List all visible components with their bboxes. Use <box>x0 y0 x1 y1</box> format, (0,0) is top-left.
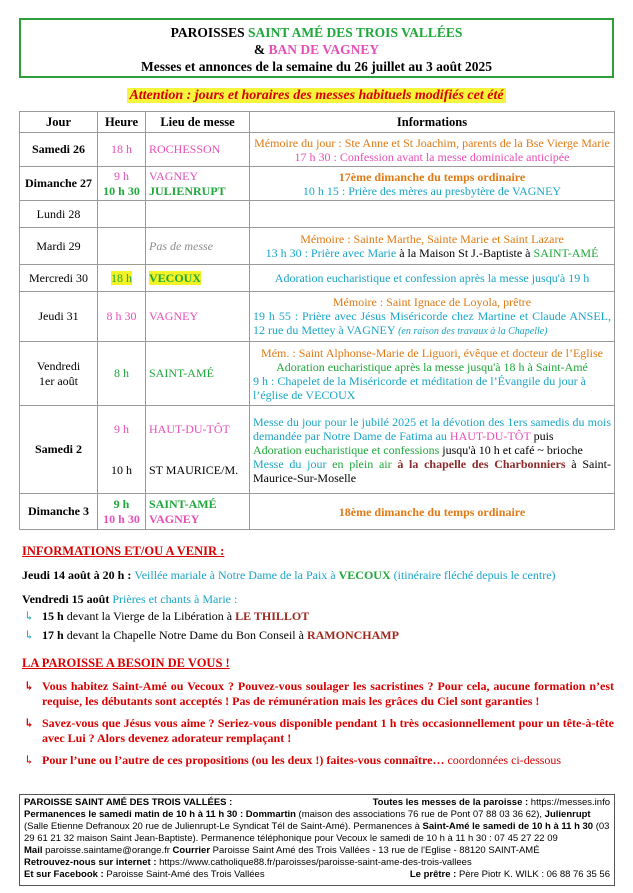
info-cell <box>250 133 615 167</box>
table-row <box>20 292 615 342</box>
attention-banner <box>0 86 633 104</box>
besoin-section <box>22 656 614 768</box>
mass-schedule-table <box>19 111 615 530</box>
day-cell: Lundi 28 <box>20 201 98 228</box>
place-cell: Pas de messe <box>146 228 250 265</box>
info-part: 19 h 55 : Prière avec Jésus Miséricorde chez Martine et Claude ANSEL, 12 rue du Mettey à VAGNEY <box>253 308 611 337</box>
hour-cell <box>98 265 146 292</box>
header-title <box>21 24 612 41</box>
table-row <box>20 201 615 228</box>
info-date: Jeudi 14 août à 20 h : <box>22 568 135 582</box>
item-place: RAMONCHAMP <box>306 628 399 642</box>
place-cell: SAINT-AMÉ <box>146 342 250 406</box>
header-subtitle <box>21 41 612 58</box>
list-item <box>22 716 614 746</box>
table-row <box>20 167 615 201</box>
place-line: VAGNEY <box>149 168 199 183</box>
item-time: 15 h <box>42 609 64 623</box>
arrow-icon: ↳ <box>24 609 35 623</box>
header-prefix: PAROISSES <box>170 25 249 40</box>
info-cell <box>250 292 615 342</box>
info-part: à la Maison St J.-Baptiste à <box>399 246 534 260</box>
footer-line <box>24 857 610 869</box>
list-item <box>22 609 614 624</box>
header-lieu: Lieu de messe <box>146 112 250 133</box>
sunday-text: dimanche du temps ordinaire <box>371 504 526 519</box>
place-line: SAINT-AMÉ <box>149 496 217 511</box>
footer-label: Et sur Facebook : <box>24 869 107 880</box>
info-paragraph <box>22 568 614 583</box>
footer-label: Permanences le samedi matin de 10 h à 11 h 30 : Dommartin <box>24 809 296 820</box>
parish-name: SAINT AMÉ DES TROIS VALLÉES <box>248 25 463 40</box>
hour-line: 10 h 30 <box>103 511 140 526</box>
info-date: Vendredi 15 août <box>22 592 113 606</box>
footer-line <box>24 809 610 821</box>
place-cell: VAGNEY <box>146 292 250 342</box>
infos-title: INFORMATIONS ET/OU A VENIR : <box>22 544 225 558</box>
footer-line <box>24 821 610 833</box>
hour-line: 10 h <box>111 462 132 477</box>
header-week: Messes et annonces de la semaine du 26 juillet au 3 août 2025 <box>141 59 492 74</box>
header-jour: Jour <box>20 112 98 133</box>
hour-cell <box>98 494 146 530</box>
hour-cell <box>98 406 146 494</box>
info-line: Mémoire du jour : Ste Anne et St Joachim, parents de la Bse Vierge Marie <box>254 135 610 150</box>
info-part: puis <box>530 428 554 443</box>
ampersand: & <box>253 42 269 57</box>
info-part: à la chapelle des Charbonniers <box>397 456 566 471</box>
hour-line: 10 h 30 <box>103 183 140 198</box>
day-cell: Mercredi 30 <box>20 265 98 292</box>
info-part: Adoration eucharistique et confessions <box>253 442 443 457</box>
list-item <box>22 753 614 768</box>
hour-cell <box>98 228 146 265</box>
info-cell <box>250 342 615 406</box>
item-text: Pour l’une ou l’autre de ces propositions (ou les deux !) faites-vous connaître… <box>42 753 445 767</box>
table-row <box>20 494 615 530</box>
footer-label: Toutes les messes de la paroisse : <box>372 797 531 808</box>
info-text: Veillée mariale à Notre Dame de la Paix à <box>134 568 339 582</box>
info-cell <box>250 406 615 494</box>
place-cell <box>146 265 250 292</box>
info-line <box>253 415 611 443</box>
info-cell <box>250 494 615 530</box>
place-cell <box>146 201 250 228</box>
hour-highlight: 18 h <box>111 270 132 285</box>
info-part: 13 h 30 : Prière avec Marie <box>265 246 400 260</box>
info-part: Messe du jour <box>253 456 333 471</box>
day-line: Vendredi <box>36 358 81 373</box>
info-line <box>253 309 611 339</box>
footer-line: 29 61 21 32 maison Saint Jean-Baptiste). Permanence téléphonique pour Vecoux le samedi de 10 h à 11 h 30 : 07 45 27 22 09 <box>24 833 558 844</box>
table-row <box>20 133 615 167</box>
info-line <box>253 457 611 485</box>
item-time: 17 h <box>42 628 64 642</box>
info-line <box>253 170 611 184</box>
place-line: VAGNEY <box>149 511 200 526</box>
footer-priest <box>410 869 610 881</box>
table-row <box>20 265 615 292</box>
footer-parish: PAROISSE SAINT AMÉ DES TROIS VALLÉES : <box>24 797 233 808</box>
place-cell <box>146 494 250 530</box>
table-header-row <box>20 112 615 133</box>
info-part: SAINT-AMÉ <box>533 246 599 260</box>
attention-text: Attention : jours et horaires des messes habituels modifiés cet été <box>129 88 504 103</box>
info-part: en plein air <box>332 456 398 471</box>
place-line: ST MAURICE/M. <box>149 462 239 477</box>
info-paragraph <box>22 592 614 607</box>
table-row <box>20 342 615 406</box>
header-informations: Informations <box>250 112 615 133</box>
header-box <box>19 18 614 78</box>
besoin-title: LA PAROISSE A BESOIN DE VOUS ! <box>22 656 230 670</box>
list-item <box>22 679 614 709</box>
info-cell <box>250 167 615 201</box>
footer-text: Paroisse Saint Amé des Trois Vallées - 13 rue de l'Eglise - 88120 SAINT-AMÉ <box>210 845 540 856</box>
info-line: 10 h 15 : Prière des mères au presbytère de VAGNEY <box>302 183 562 198</box>
footer-line <box>24 845 610 857</box>
messes-link[interactable]: https://messes.info <box>530 797 610 808</box>
day-line: 1er août <box>39 373 78 388</box>
day-cell: Jeudi 31 <box>20 292 98 342</box>
hour-cell <box>98 201 146 228</box>
info-line: 9 h : Chapelet de la Miséricorde et méditation de l’Évangile du jour à l’église de VECOUX <box>253 373 586 402</box>
table-row <box>20 406 615 494</box>
item-text: Savez-vous que Jésus vous aime ? Seriez-vous disponible pendant 1 h très occasionnellement pour un tête-à-tête avec Lui ? Alors devenez adorateur remplaçant ! <box>42 716 614 745</box>
info-part: Messe du jour pour le jubilé 2025 et la dévotion des 1ers samedis du mois demandée par Notre Dame de Fatima au <box>253 414 611 443</box>
item-text: devant la Chapelle Notre Dame du Bon Conseil à <box>63 628 307 642</box>
hour-line: 9 h <box>114 168 129 183</box>
info-cell <box>250 201 615 228</box>
info-line: Mémoire : Sainte Marthe, Sainte Marie et Saint Lazare <box>300 232 564 246</box>
sunday-number: 18ème <box>338 504 372 519</box>
info-line: Mémoire : Saint Ignace de Loyola, prêtre <box>332 294 532 309</box>
info-note: (en raison des travaux à la Chapelle) <box>398 325 548 337</box>
hour-line: 9 h <box>114 421 129 436</box>
place-cell: ROCHESSON <box>146 133 250 167</box>
contact-footer <box>19 794 615 886</box>
facebook-link[interactable]: Paroisse Saint-Amé des Trois Vallées <box>106 869 265 880</box>
website-link[interactable]: https://www.catholique88.fr/paroisses/paroisse-saint-ame-des-trois-vallees <box>159 857 472 868</box>
footer-label: Le prêtre : <box>409 869 459 880</box>
footer-label: Saint-Amé le samedi de 10 h à 11 h 30 <box>422 821 594 832</box>
info-line: Adoration eucharistique après la messe jusqu'à 18 h à Saint-Amé <box>276 359 588 374</box>
footer-line <box>24 797 610 809</box>
table-row <box>20 228 615 265</box>
header-heure: Heure <box>98 112 146 133</box>
day-cell: Mardi 29 <box>20 228 98 265</box>
info-part: à Saint-Maurice-Sur-Moselle <box>253 456 611 485</box>
place-cell <box>146 406 250 494</box>
sunday-text: dimanche du temps ordinaire <box>371 169 526 184</box>
info-list <box>22 609 614 643</box>
hour-cell: 8 h 30 <box>98 292 146 342</box>
hour-cell: 8 h <box>98 342 146 406</box>
footer-label: Retrouvez-nous sur internet : <box>24 857 160 868</box>
info-cell <box>250 228 615 265</box>
footer-facebook <box>24 869 265 881</box>
info-line <box>253 246 611 260</box>
hour-line: 9 h <box>113 496 130 511</box>
sunday-number: 17ème <box>338 169 372 184</box>
footer-label: Courrier <box>172 845 211 856</box>
day-cell <box>20 342 98 406</box>
day-cell: Dimanche 27 <box>20 167 98 201</box>
infos-section <box>22 544 614 643</box>
hour-cell: 18 h <box>98 133 146 167</box>
footer-text: (03 <box>593 821 610 832</box>
list-item <box>22 628 614 643</box>
footer-text: (maison des associations 76 rue de Pont 07 88 03 36 62), <box>295 809 545 820</box>
info-note: (itinéraire fléché depuis le centre) <box>390 568 556 582</box>
place-line: HAUT-DU-TÔT <box>149 421 230 436</box>
info-place: VECOUX <box>338 568 391 582</box>
info-part: jusqu'à 10 h et café ~ brioche <box>442 442 583 457</box>
day-cell: Dimanche 3 <box>20 494 98 530</box>
item-note: coordonnées ci-dessous <box>444 753 562 767</box>
day-cell: Samedi 2 <box>20 406 98 494</box>
day-cell: Samedi 26 <box>20 133 98 167</box>
place-cell <box>146 167 250 201</box>
arrow-icon: ↳ <box>24 716 35 730</box>
footer-messes <box>373 797 610 809</box>
footer-text: (Salle Etienne Defranoux 20 rue de Julienrupt-Le Syndicat Tél de Saint-Amé). Permanences à <box>24 821 423 832</box>
priest-contact: Père Piotr K. WILK : 06 88 76 35 56 <box>458 869 610 880</box>
besoin-list <box>22 679 614 768</box>
hour-cell <box>98 167 146 201</box>
footer-label: Mail <box>24 845 43 856</box>
info-line: Mém. : Saint Alphonse-Marie de Liguori, évêque et docteur de l’Eglise <box>261 345 603 360</box>
info-line: 17 h 30 : Confession avant la messe dominicale anticipée <box>294 149 570 164</box>
footer-line <box>24 869 610 881</box>
info-part: HAUT-DU-TÔT <box>449 428 531 443</box>
info-text: Prières et chants à Marie : <box>112 592 238 606</box>
item-text: Vous habitez Saint-Amé ou Vecoux ? Pouvez-vous soulager les sacristines ? Pour cela, aucune formation n’est requise, les débutants sont acceptés ! Pas de rémunération mais les grâces du Ciel sont garanties ! <box>42 679 614 708</box>
place-highlight: VECOUX <box>149 270 202 285</box>
item-text: devant la Vierge de la Libération à <box>63 609 236 623</box>
item-place: LE THILLOT <box>235 609 310 623</box>
arrow-icon: ↳ <box>24 679 35 693</box>
place-line: JULIENRUPT <box>149 183 226 198</box>
ban-name: BAN DE VAGNEY <box>268 42 380 57</box>
email-link[interactable]: paroisse.saintame@orange.fr <box>42 845 173 856</box>
footer-label: Julienrupt <box>544 809 591 820</box>
info-line <box>253 443 611 457</box>
arrow-icon: ↳ <box>24 753 35 767</box>
info-cell: Adoration eucharistique et confession après la messe jusqu'à 19 h <box>250 265 615 292</box>
arrow-icon: ↳ <box>24 628 35 642</box>
